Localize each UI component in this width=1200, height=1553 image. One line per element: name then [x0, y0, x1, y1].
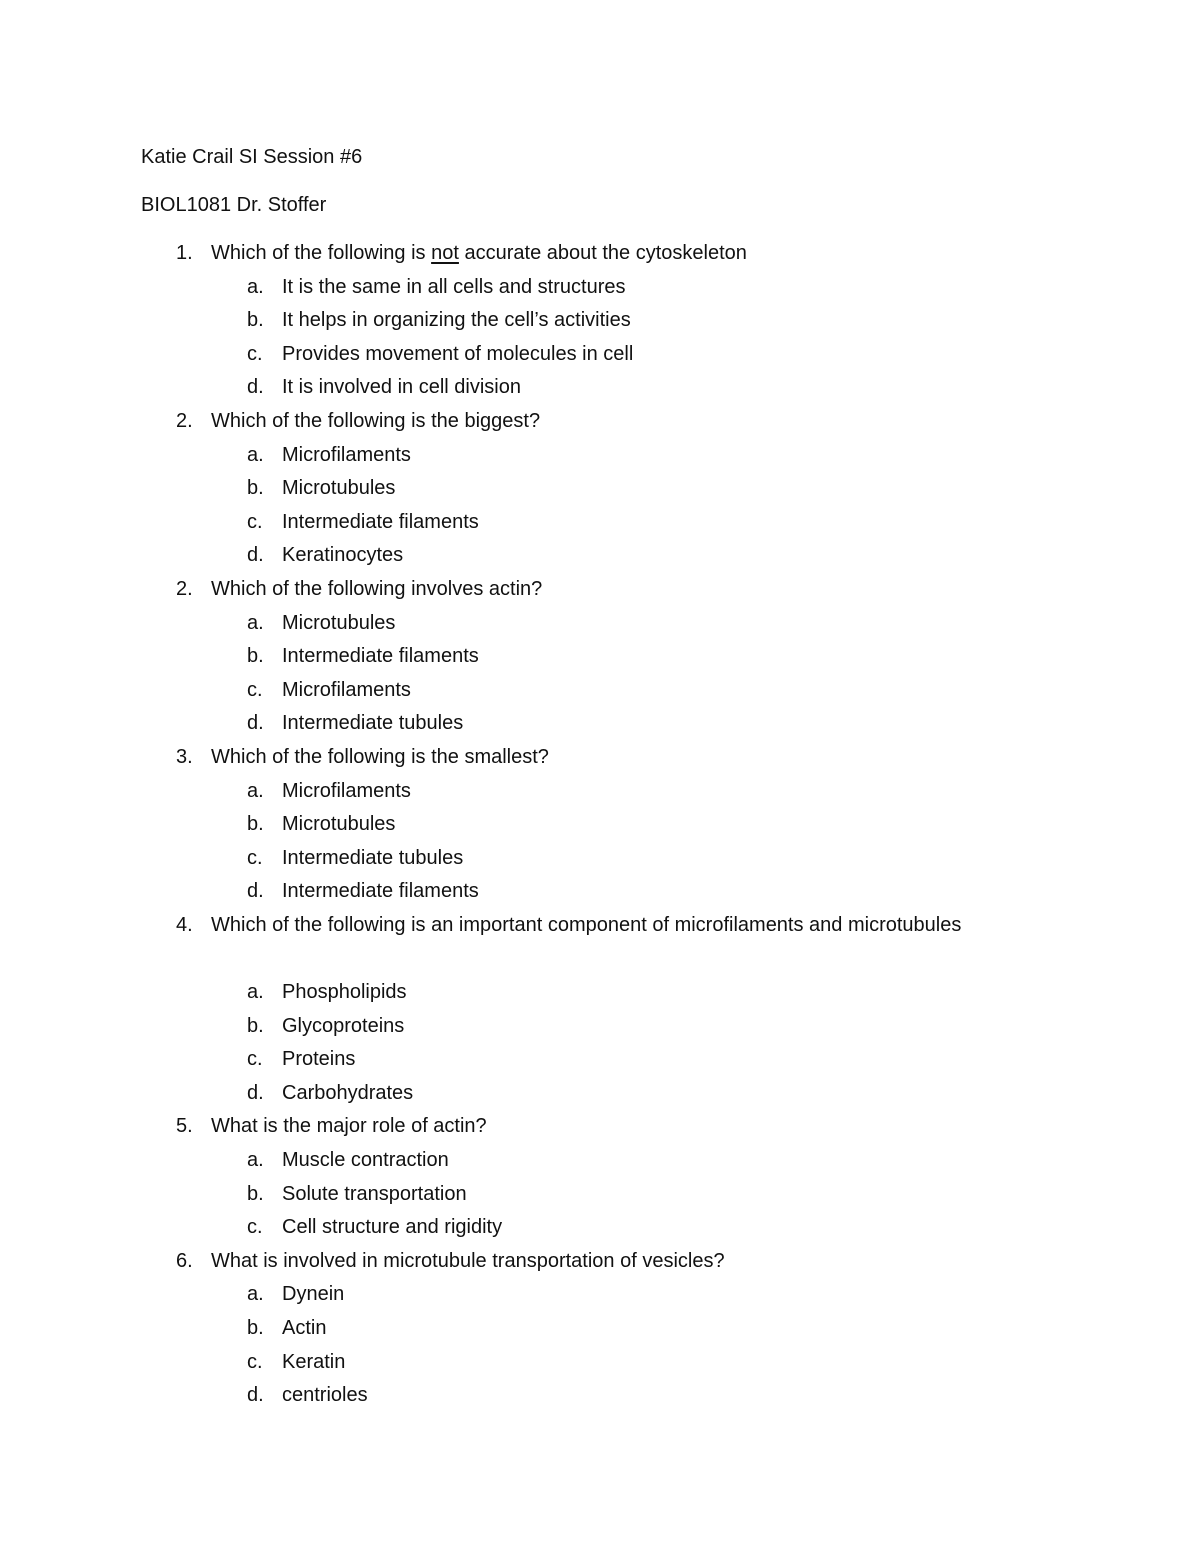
option-item: [0, 640, 1200, 674]
question-stem: [0, 573, 1200, 607]
option-letter: c.: [247, 1216, 263, 1239]
option-item: [0, 1043, 1200, 1077]
option-letter: c.: [247, 342, 263, 365]
option-letter: c.: [247, 678, 263, 701]
option-text: Cell structure and rigidity: [282, 1216, 503, 1239]
option-list: [0, 439, 1200, 573]
option-item: [0, 304, 1200, 338]
question-number: 6.: [176, 1249, 193, 1272]
option-letter: d.: [247, 880, 264, 903]
question-number: 4.: [176, 913, 193, 936]
question-number: 5.: [176, 1115, 193, 1138]
option-item: [0, 842, 1200, 876]
course-line: BIOL1081 Dr. Stoffer: [141, 194, 327, 216]
option-list: [0, 976, 1200, 1110]
option-text: Proteins: [282, 1048, 356, 1071]
question-text: What is the major role of actin?: [211, 1115, 487, 1138]
option-letter: a.: [247, 275, 264, 298]
option-letter: c.: [247, 846, 263, 869]
option-text: centrioles: [282, 1384, 368, 1407]
option-item: [0, 607, 1200, 641]
option-item: [0, 1211, 1200, 1245]
option-letter: b.: [247, 813, 264, 836]
option-item: [0, 472, 1200, 506]
option-item: [0, 1346, 1200, 1380]
option-letter: a.: [247, 443, 264, 466]
question-text: Which of the following is the smallest?: [211, 745, 549, 768]
option-item: [0, 674, 1200, 708]
option-text: Microfilaments: [282, 779, 411, 802]
option-item: [0, 1144, 1200, 1178]
option-letter: d.: [247, 376, 264, 399]
question-item: [0, 1245, 1200, 1413]
option-letter: d.: [247, 1081, 264, 1104]
option-text: Microtubules: [282, 477, 396, 500]
question-number: 1.: [176, 242, 193, 264]
option-item: [0, 338, 1200, 372]
question-text: Which of the following is the biggest?: [211, 409, 541, 432]
question-stem: [0, 909, 1200, 976]
question-text: Which of the following involves actin?: [211, 577, 543, 600]
question-stem: [0, 237, 1200, 271]
question-stem: [0, 405, 1200, 439]
option-text: Microtubules: [282, 813, 396, 836]
question-list: [0, 237, 1200, 1413]
option-item: [0, 371, 1200, 405]
option-letter: a.: [247, 1149, 264, 1172]
option-item: [0, 439, 1200, 473]
option-list: [0, 775, 1200, 909]
question-stem: [0, 741, 1200, 775]
option-letter: a.: [247, 981, 264, 1004]
option-item: [0, 1379, 1200, 1413]
option-item: [0, 1077, 1200, 1111]
option-letter: b.: [247, 1014, 264, 1037]
option-letter: c.: [247, 510, 263, 533]
question-text: [211, 237, 971, 271]
option-list: [0, 1278, 1200, 1412]
emphasis-underlined: not: [431, 242, 459, 264]
option-text: Solute transportation: [282, 1182, 467, 1205]
question-item: [0, 1110, 1200, 1244]
question-item: [0, 405, 1200, 573]
option-text: Carbohydrates: [282, 1081, 414, 1104]
option-text: It is involved in cell division: [282, 376, 521, 399]
option-text: Intermediate tubules: [282, 846, 464, 869]
option-item: [0, 1278, 1200, 1312]
question-text: What is involved in microtubule transportation of vesicles?: [211, 1249, 725, 1272]
option-letter: b.: [247, 1182, 264, 1205]
option-item: [0, 707, 1200, 741]
option-letter: d.: [247, 1384, 264, 1407]
option-letter: b.: [247, 645, 264, 668]
option-letter: a.: [247, 1283, 264, 1306]
option-letter: a.: [247, 611, 264, 634]
option-list: [0, 1144, 1200, 1245]
question-item: [0, 909, 1200, 1111]
option-letter: b.: [247, 309, 264, 332]
option-text: Phospholipids: [282, 981, 407, 1004]
option-text: Microfilaments: [282, 443, 411, 466]
option-letter: b.: [247, 477, 264, 500]
question-text: Which of the following is an important component of microfilaments and microtubules: [211, 913, 962, 936]
option-letter: c.: [247, 1048, 263, 1071]
option-text: Intermediate filaments: [282, 645, 479, 668]
question-stem: [0, 1110, 1200, 1144]
question-number: 2.: [176, 577, 193, 600]
option-text: Microtubules: [282, 611, 396, 634]
question-number: 2.: [176, 409, 193, 432]
option-item: [0, 808, 1200, 842]
option-letter: a.: [247, 779, 264, 802]
question-item: [0, 741, 1200, 909]
question-text-part: Which of the following is: [211, 242, 432, 264]
option-text: Glycoproteins: [282, 1014, 405, 1037]
option-text: Intermediate tubules: [282, 712, 464, 735]
option-text: Microfilaments: [282, 678, 411, 701]
option-letter: b.: [247, 1317, 264, 1339]
option-text: It helps in organizing the cell’s activities: [282, 309, 631, 332]
question-item: [0, 237, 1200, 405]
option-text: It is the same in all cells and structures: [282, 275, 626, 298]
option-item: [0, 506, 1200, 540]
question-text-part: accurate about the cytoskeleton: [458, 242, 747, 264]
option-item: [0, 1178, 1200, 1212]
option-letter: d.: [247, 544, 264, 567]
question-stem: [0, 1245, 1200, 1279]
option-text: Keratinocytes: [282, 544, 404, 567]
question-item: [0, 573, 1200, 741]
option-item: [0, 539, 1200, 573]
option-text: Actin: [282, 1317, 327, 1339]
option-item: [0, 1010, 1200, 1044]
option-text: Dynein: [282, 1283, 345, 1306]
option-list: [0, 271, 1200, 405]
option-item: [0, 775, 1200, 809]
option-item: [0, 1312, 1200, 1346]
option-item: [0, 976, 1200, 1010]
option-text: Keratin: [282, 1350, 346, 1373]
option-letter: c.: [247, 1350, 263, 1373]
option-text: Intermediate filaments: [282, 880, 479, 903]
document-title: Katie Crail SI Session #6: [141, 146, 363, 168]
question-number: 3.: [176, 745, 193, 768]
option-text: Muscle contraction: [282, 1149, 449, 1172]
option-letter: d.: [247, 712, 264, 735]
option-item: [0, 271, 1200, 305]
option-text: Intermediate filaments: [282, 510, 479, 533]
option-item: [0, 875, 1200, 909]
option-list: [0, 607, 1200, 741]
option-text: Provides movement of molecules in cell: [282, 342, 634, 365]
